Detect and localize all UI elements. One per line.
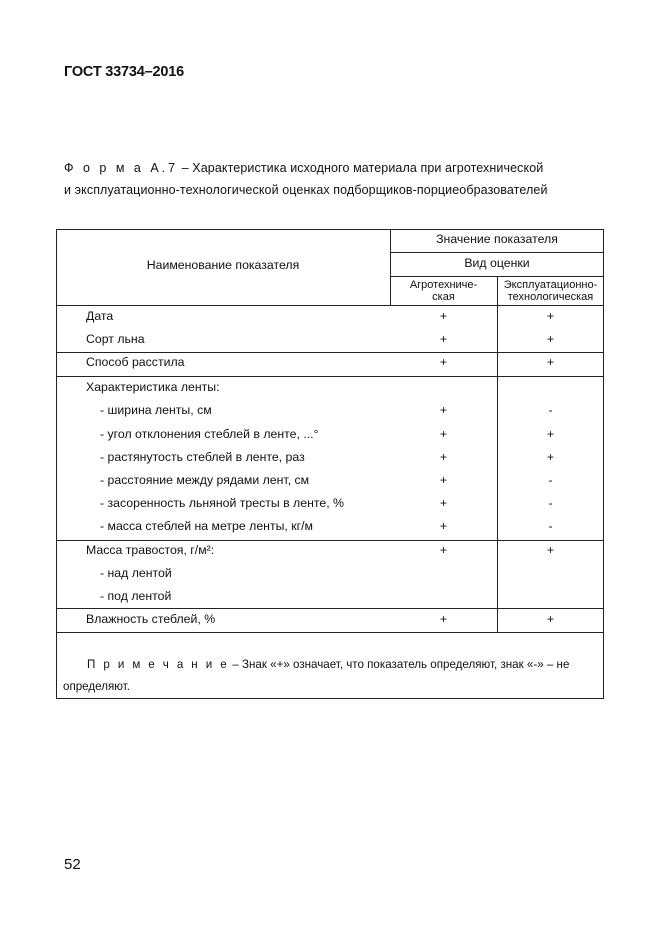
table-border <box>56 229 604 230</box>
row-agro-value: + <box>439 519 448 533</box>
table-border <box>56 376 604 377</box>
row-oper-value: + <box>546 309 555 323</box>
row-agro-value: + <box>439 543 448 557</box>
row-name: Способ расстила <box>86 355 185 369</box>
row-agro-value: + <box>439 309 448 323</box>
row-agro-value: + <box>439 427 448 441</box>
row-oper-value: + <box>546 427 555 441</box>
row-name: - ширина ленты, см <box>100 403 212 417</box>
row-oper-value: - <box>548 403 553 417</box>
column-header-name: Наименование показателя <box>146 258 300 272</box>
column-header-agrotechnical-line1: Агротехниче- <box>409 279 478 291</box>
row-oper-value: - <box>548 496 553 510</box>
table-caption-line2: и эксплуатационно-технологической оценках подборщиков-порциеобразователей <box>64 183 548 197</box>
page-number: 52 <box>64 856 81 873</box>
column-header-agrotechnical-line2: ская <box>432 291 455 303</box>
row-oper-value: + <box>546 543 555 557</box>
row-agro-value: + <box>439 496 448 510</box>
row-oper-value: + <box>546 612 555 626</box>
table-border <box>56 229 57 699</box>
row-name: Дата <box>86 309 114 323</box>
column-header-assessment: Вид оценки <box>464 256 530 270</box>
row-name: Влажность стеблей, % <box>86 612 216 626</box>
column-header-operational-line2: технологическая <box>507 291 594 303</box>
column-header-value: Значение показателя <box>436 232 558 246</box>
row-name: - угол отклонения стеблей в ленте, ...° <box>100 427 319 441</box>
row-name: - под лентой <box>100 589 172 603</box>
document-header: ГОСТ 33734–2016 <box>64 64 184 80</box>
row-oper-value: + <box>546 332 555 346</box>
row-oper-value: + <box>546 355 555 369</box>
column-header-agrotechnical <box>390 279 497 303</box>
row-name: Сорт льна <box>86 332 145 346</box>
table-border <box>56 608 604 609</box>
row-name: - засоренность льняной тресты в ленте, % <box>100 496 344 510</box>
table-border <box>56 698 604 699</box>
note-text: – Знак «+» означает, что показатель определяют, знак «-» – не определяют. <box>63 658 570 693</box>
data-table <box>56 229 604 699</box>
table-border <box>56 632 604 633</box>
table-note <box>63 654 597 698</box>
row-agro-value: + <box>439 612 448 626</box>
row-agro-value: + <box>439 403 448 417</box>
table-border <box>390 252 604 253</box>
table-border <box>56 305 604 306</box>
row-oper-value: + <box>546 450 555 464</box>
row-name: - над лентой <box>100 566 172 580</box>
form-label: Ф о р м а А.7 <box>64 161 179 175</box>
row-name: Характеристика ленты: <box>86 380 220 394</box>
row-name: - расстояние между рядами лент, см <box>100 473 310 487</box>
table-caption-line1 <box>64 161 543 175</box>
table-border <box>56 540 604 541</box>
row-agro-value: + <box>439 332 448 346</box>
caption-title: – Характеристика исходного материала при агротехнической <box>178 161 544 175</box>
row-name: Масса травостоя, г/м²: <box>86 543 215 557</box>
column-header-operational-line1: Эксплуатационно- <box>503 279 598 291</box>
row-oper-value: - <box>548 473 553 487</box>
row-agro-value: + <box>439 355 448 369</box>
row-name: - масса стеблей на метре ленты, кг/м <box>100 519 313 533</box>
note-label: П р и м е ч а н и е <box>87 658 230 671</box>
row-agro-value: + <box>439 473 448 487</box>
table-border <box>56 352 604 353</box>
column-header-operational <box>497 279 604 303</box>
row-name: - растянутость стеблей в ленте, раз <box>100 450 305 464</box>
row-agro-value: + <box>439 450 448 464</box>
row-oper-value: - <box>548 519 553 533</box>
